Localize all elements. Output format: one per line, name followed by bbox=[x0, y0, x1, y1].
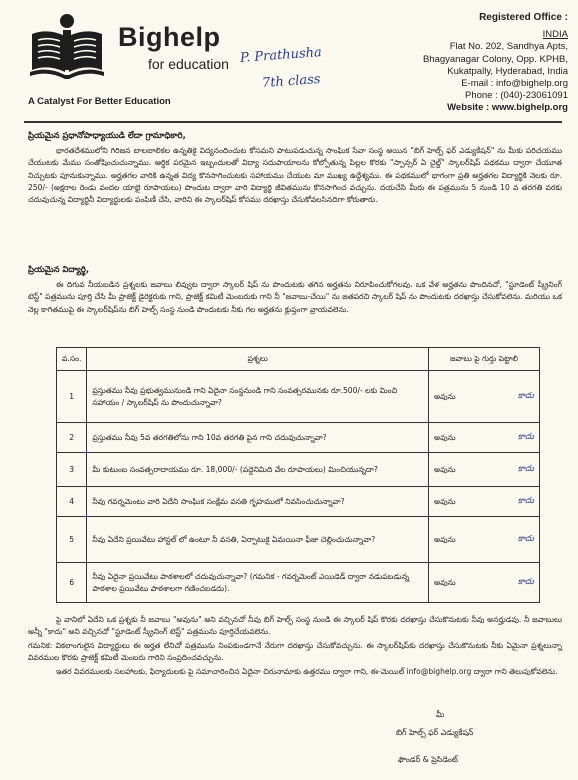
tagline: A Catalyst For Better Education bbox=[28, 96, 171, 107]
answer-no-ticked[interactable]: కాదు bbox=[517, 495, 534, 506]
answer-no-ticked[interactable]: కాదు bbox=[517, 390, 534, 401]
table-row bbox=[57, 487, 540, 517]
bighelp-logo bbox=[28, 12, 106, 84]
answer-yes[interactable]: అవును bbox=[434, 464, 456, 474]
answer-yes[interactable]: అవును bbox=[434, 496, 456, 506]
answer-cell bbox=[429, 487, 540, 517]
book-person-logo-icon bbox=[28, 12, 106, 84]
row-number: 3 bbox=[57, 453, 87, 487]
salutation-headmaster: ప్రియమైన ప్రధానోపాధ్యాయుడి లేదా గ్రామాధికారి, bbox=[28, 130, 186, 140]
instructions-paragraph: ఈ దిగువ నీయబడిన ప్రశ్నలకు జవాబు లివ్వుట ద్వారా స్కాలర్ షిప్ ను పొందుటకు తగిన అర్హతను నిరూపించుకోగలవు. ఒక వేళ అర్హతను పొందినచో, "స్టూడెంట్ స్క్రీనింగ్ టెస్ట్" పత్రమును పూర్తి చేసి మీ ప్రాజెక్ట్ డైరెక్టరుకు గాని, ప్రాజెక్ట్ కమిటీ మెంబరుకు గాని నీ "జవాబు-చేయి" ను జతపరచి స్కాలర్ షిప్ ను పొందుటకు దరఖాస్తు చేసుకోవలెను. మరియు ఒక నెల్ల కాగితముపై ఈ స్కాలర్‌షిప్‌ను బిగ్ హెల్ప్ సంస్థ నుండి పొందుటకు నీకు గల అర్హతను క్లుప్తంగా వ్రాయవలెను. bbox=[28, 280, 562, 314]
intro-paragraph: భారతదేశములోని గిరిజన బాలబాలికల ఉన్నతికై విద్యనందించుట కోసమని పాటుపడుచున్న సాంఘిక సేవా సంస్థ అయిన "బిగ్ హెల్ప్ ఫర్ ఎడ్యుకేషన్" ను మీకు పరిచయము చేయుటకు మేము సంతోషించుచున్నాము. ఆర్థిక పరమైన ఇబ్బందులతో విద్యా సదుపాయాలను కోల్పోతున్న పిల్లల కొరకు "స్పాన్సర్ ఏ చైల్డ్" స్కాలర్‌షిప్ పథకము ద్వారా చేయూత నిచ్చుటకు పూనుకున్నాము. అర్హతగల వారికి ఉన్నత విద్య కొనసాగించుటకు సహాయము చేయుట మా ముఖ్య ఉద్దేశ్యము. ఈ పథకములో భాగంగా ప్రతి అర్హతగల విద్యార్థికి నెలకు రూ. 250/- (అక్షరాల రెండు వందల యాభై రూపాయలు) పొందుట ద్వారా వారి విద్యార్థి జీవితమును కొనసాగించ వచ్చును. దయచేసి మీరు ఈ పత్రమును 5 నుండి 10 వ తరగతి వరకు చదువుచున్న విద్యార్థినీ విద్యార్థులకు పంపిణీ చేసి, వారిని ఈ స్కాలర్‌షిప్ కోసము దరఖాస్తు చేసుకోవలసినదిగా కోరుతారు. bbox=[28, 146, 562, 205]
question-text: నీవు ఏదేని ప్రయివేటు హాస్టల్ లో ఉంటూ నీ వసతి, ఏర్పాటుకై ఏమయినా ఫీజు చెల్లించుచున్నావా? bbox=[87, 517, 429, 563]
answer-yes[interactable]: అవును bbox=[434, 577, 456, 587]
signoff-mark: మీ bbox=[436, 710, 445, 719]
table-row bbox=[57, 371, 540, 423]
office-phone: Phone : (040)-23061091 bbox=[465, 90, 568, 102]
question-text: ప్రస్తుతము నీవు ప్రభుత్వమునుండి గాని ఏదైనా సంస్థనుండి గాని సంవత్సరమునకు రూ.500/- లకు మించి సహాయం / స్కాలర్‌షిప్ ను పొందుచున్నావా? bbox=[87, 371, 429, 423]
handwritten-class: 7th class bbox=[261, 71, 321, 92]
answer-cell bbox=[429, 517, 540, 563]
header-serial: వ.సం. bbox=[57, 348, 87, 371]
header-question: ప్రశ్నలు bbox=[87, 348, 429, 371]
table-row bbox=[57, 563, 540, 603]
handwritten-student-name: P. Prathusha bbox=[239, 45, 323, 66]
answer-yes[interactable]: అవును bbox=[434, 534, 456, 544]
office-website: Website : www.bighelp.org bbox=[447, 102, 568, 114]
answer-cell bbox=[429, 423, 540, 453]
answer-yes[interactable]: అవును bbox=[434, 391, 456, 401]
answer-cell bbox=[429, 371, 540, 423]
question-text: మీ కుటుంబ సంవత్సరాదాయము రూ. 18,000/- (పద్దెనిమిది వేల రూపాయలు) మించియున్నదా? bbox=[87, 453, 429, 487]
brand-subtitle: for education bbox=[148, 56, 229, 72]
answer-cell bbox=[429, 563, 540, 603]
office-email: E-mail : info@bighelp.org bbox=[461, 78, 568, 90]
row-number: 6 bbox=[57, 563, 87, 603]
brand-name: Bighelp bbox=[118, 22, 221, 52]
answer-cell bbox=[429, 453, 540, 487]
answer-yes[interactable]: అవును bbox=[434, 432, 456, 442]
question-text: నీవు ఏదైనా ప్రయివేటు పాఠశాలలో చదువుచున్నావా? (గమనిక - గవర్నమెంట్ ఎయిడెడ్ ద్వారా నడుపబడున్న పాఠశాల ప్రయివేటు పాఠశాలగా గణించబడదు). bbox=[87, 563, 429, 603]
table-row bbox=[57, 453, 540, 487]
registered-office-block bbox=[368, 12, 568, 115]
eligibility-questions-table bbox=[56, 347, 540, 603]
office-country: INDIA bbox=[542, 29, 568, 41]
table-row bbox=[57, 517, 540, 563]
row-number: 1 bbox=[57, 371, 87, 423]
answer-no-ticked[interactable]: కాదు bbox=[517, 431, 534, 442]
answer-no-ticked[interactable]: కాదు bbox=[517, 463, 534, 474]
office-title: Registered Office : bbox=[479, 12, 568, 23]
ineligibility-paragraph: పై వానిలో ఏదేని ఒక ప్రశ్నకు నీ జవాబు "అవును" అని వచ్చినచో నీవు బిగ్ హెల్ప్ సంస్థ నుండి ఈ స్కాలర్ షిప్ కొరకు దరఖాస్తు చేసుకొనుటకు నీవు అనర్హుడవు. నీ జవాబులు అన్నీ "కాదు" అని వచ్చినచో "స్టూడెంట్ స్క్రీనింగ్ టెస్ట్" పత్రమును పూర్తిచేయవలెను. bbox=[28, 615, 562, 637]
question-text: నీవు గవర్నమెంటు వారి ఏదేని సాంఘిక సంక్షేమ వసతి గృహములో నివసించుచున్నావా? bbox=[87, 487, 429, 517]
note-paragraph: గమనిక: వికలాంగులైన విద్యార్థులు ఈ అర్హత లేనిచో పత్రమును నింపకుండగానే నేరుగా దరఖాస్తు చేసుకోవచ్చును. ఈ స్కాలర్‌షిప్‌కు దరఖాస్తు చేసుకొనుటకు నీకు ఏమైనా ప్రశ్నలున్నా వివరముల కొరకు ప్రాజెక్ట్ కమిటీ మెంబరు గారిని సంప్రదించవచ్చును. bbox=[28, 641, 562, 663]
office-address-line2: Bhagyanagar Colony, Opp. KPHB, bbox=[422, 53, 568, 65]
answer-no-ticked[interactable]: కాదు bbox=[517, 576, 534, 587]
table-row bbox=[57, 423, 540, 453]
salutation-student: ప్రియమైన విద్యార్థి, bbox=[28, 264, 90, 274]
signoff-organization: బిగ్ హెల్ప్ ఫర్ ఎడ్యుకేషన్ bbox=[396, 728, 474, 737]
row-number: 2 bbox=[57, 423, 87, 453]
office-address-line3: Kukatpally, Hyderabad, India bbox=[447, 65, 568, 77]
table-header-row bbox=[57, 348, 540, 371]
question-text: ప్రస్తుతము నీవు 5వ తరగతిలోను గాని 10వ తరగతి పైన గాని చదువుచున్నావా? bbox=[87, 423, 429, 453]
header-divider bbox=[24, 121, 562, 123]
signoff-title: ఫౌండర్ & ప్రెసిడెంట్ bbox=[398, 755, 458, 764]
header-answer: జవాబు పై గుర్తు పెట్టాలి bbox=[429, 348, 540, 371]
answer-no-ticked[interactable]: కాదు bbox=[517, 533, 534, 544]
contact-paragraph: ఇతర వివరములకు సలహాలకు, ఫిర్యాదులకు పై సమాచారించిన ఏదైనా చిరునామాకు ఉత్తరము ద్వారా గాని, ఈ-మెయిల్ info@bighelp.org ద్వారా గాని తెలుపుకోవలెను. bbox=[56, 667, 558, 676]
row-number: 4 bbox=[57, 487, 87, 517]
row-number: 5 bbox=[57, 517, 87, 563]
office-address-line1: Flat No. 202, Sandhya Apts, bbox=[449, 41, 568, 53]
